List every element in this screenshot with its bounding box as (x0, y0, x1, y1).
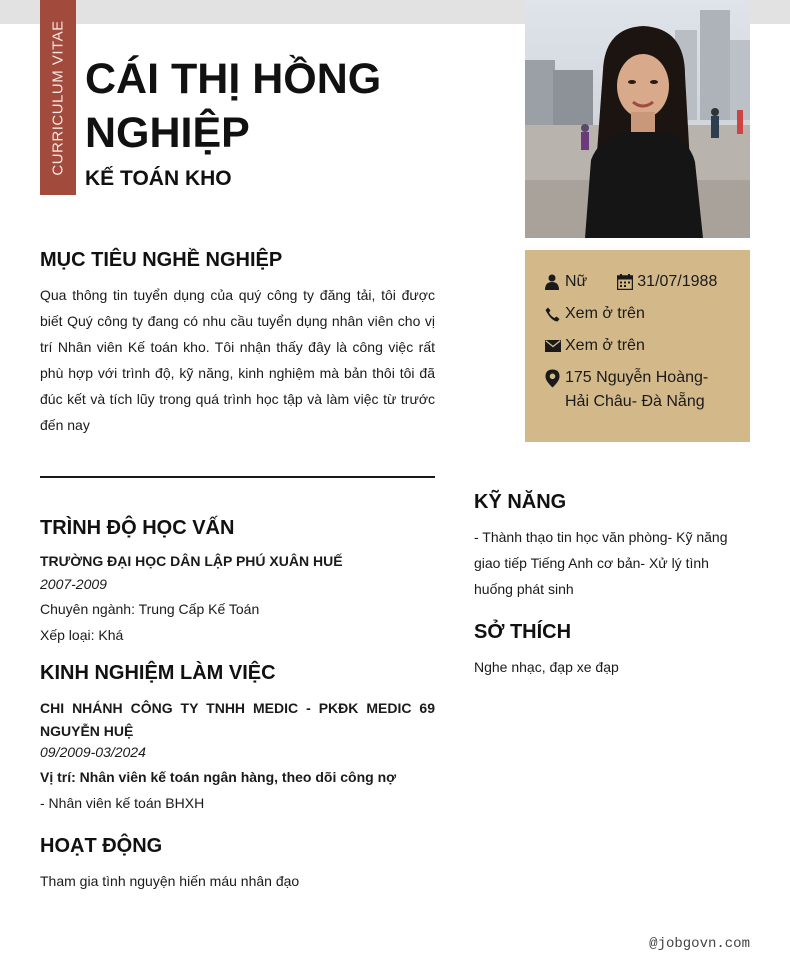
address-row (545, 366, 730, 414)
birthday-value: 31/07/1988 (637, 273, 718, 290)
activities-heading: HOẠT ĐỘNG (40, 835, 163, 857)
experience-position: Vị trí: Nhân viên kế toán ngân hàng, theo dõi công nợ (40, 769, 397, 785)
phone-value: Xem ở trên (565, 305, 645, 322)
envelope-icon (545, 334, 565, 358)
gender-value: Nữ (565, 273, 588, 290)
location-pin-icon (545, 366, 565, 390)
activities-text: Tham gia tình nguyện hiến máu nhân đạo (40, 873, 300, 889)
watermark: @jobgovn.com (649, 936, 750, 952)
curriculum-vitae-tag (40, 0, 76, 195)
profile-photo (525, 0, 750, 238)
experience-detail: - Nhân viên kế toán BHXH (40, 795, 205, 811)
hobbies-heading: SỞ THÍCH (474, 621, 572, 643)
job-title: KẾ TOÁN KHO (85, 167, 232, 190)
candidate-name: CÁI THỊ HỒNG NGHIỆP (85, 55, 382, 157)
education-heading: TRÌNH ĐỘ HỌC VẤN (40, 517, 235, 539)
objective-text: Qua thông tin tuyển dụng của quý công ty đăng tải, tôi được biết Quý công ty đang có nhu cầu tuyển dụng nhân viên cho vị trí Nhân viên Kế toán kho. Tôi nhận thấy đây là công việc rất phù hợp với trình độ, kỹ năng, kinh nghiệm mà bản thôi tôi đã đúc kết và tích lũy trong quá trình học tập và làm việc từ trước đến nay (40, 287, 435, 433)
skills-text: - Thành thạo tin học văn phòng- Kỹ năng giao tiếp Tiếng Anh cơ bản- Xử lý tình huống phát sinh (474, 529, 728, 597)
education-grade: Xếp loại: Khá (40, 627, 124, 643)
education-school: TRƯỜNG ĐẠI HỌC DÂN LẬP PHÚ XUÂN HUẾ (40, 553, 343, 569)
phone-icon (545, 302, 565, 326)
person-icon (545, 270, 565, 294)
calendar-icon (617, 270, 637, 294)
education-major: Chuyên ngành: Trung Cấp Kế Toán (40, 601, 260, 617)
contact-info-box (525, 250, 750, 442)
experience-period: 09/2009-03/2024 (40, 744, 146, 760)
phone-row (545, 302, 730, 326)
experience-heading: KINH NGHIỆM LÀM VIỆC (40, 662, 276, 684)
curriculum-vitae-label: CURRICULUM VITAE (49, 19, 67, 176)
email-value: Xem ở trên (565, 337, 645, 354)
education-period: 2007-2009 (40, 576, 107, 592)
gender-birthday-row (545, 270, 730, 294)
skills-heading: KỸ NĂNG (474, 491, 567, 513)
address-value: 175 Nguyễn Hoàng-Hải Châu- Đà Nẵng (565, 369, 709, 410)
email-row (545, 334, 730, 358)
experience-company: CHI NHÁNH CÔNG TY TNHH MEDIC - PKĐK MEDIC 69 NGUYỄN HUỆ (40, 700, 435, 739)
hobbies-text: Nghe nhạc, đạp xe đạp (474, 659, 619, 675)
section-divider (40, 476, 435, 478)
objective-heading: MỤC TIÊU NGHỀ NGHIỆP (40, 249, 283, 271)
